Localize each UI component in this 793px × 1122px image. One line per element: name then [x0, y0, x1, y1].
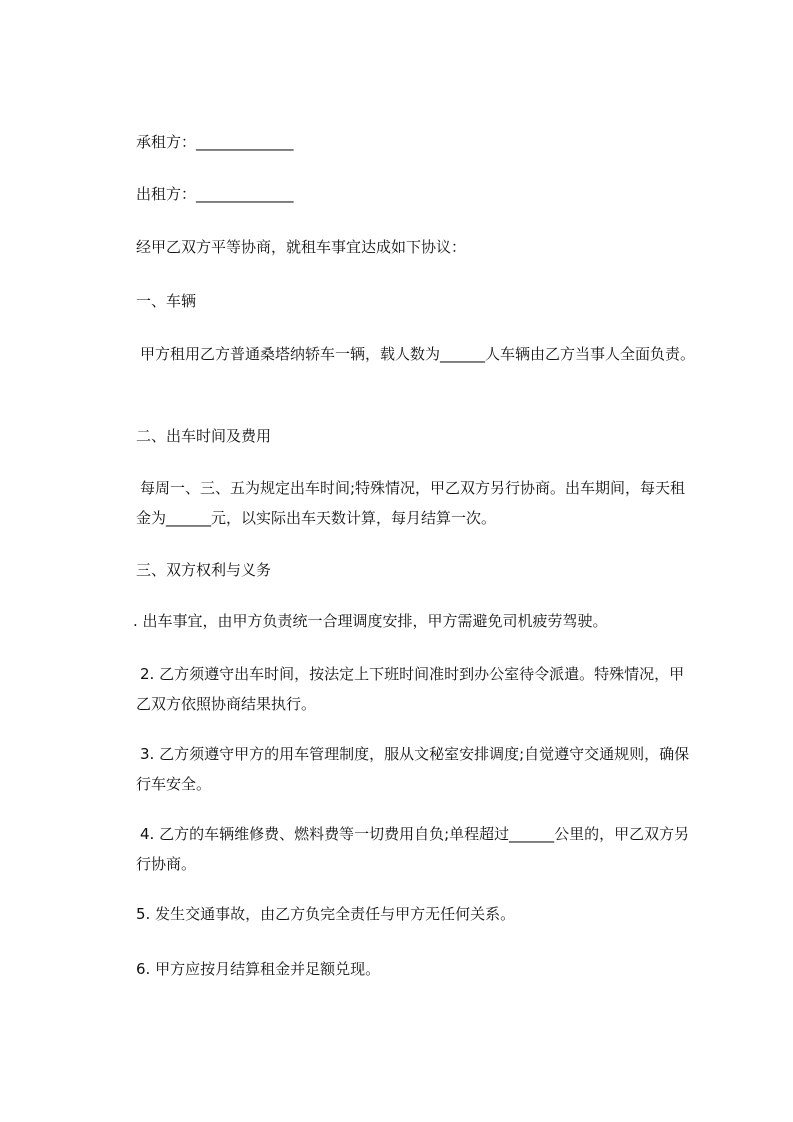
- list-item-2: 2. 乙方须遵守出车时间，按法定上下班时间准时到办公室待令派遣。特殊情况，甲乙双方依照协商结果执行。: [136, 665, 685, 713]
- section-1-heading: 一、车辆: [136, 292, 197, 310]
- lessor-line: 出租方：_____________: [136, 185, 294, 203]
- list-item-3: 3. 乙方须遵守甲方的用车管理制度，服从文秘室安排调度;自觉遵守交通规则，确保行车安全。: [136, 745, 690, 793]
- list-item-4: 4. 乙方的车辆维修费、燃料费等一切费用自负;单程超过______公里的，甲乙双方另行协商。: [136, 825, 690, 873]
- section-2-heading: 二、出车时间及费用: [136, 427, 272, 445]
- list-item-5: 5. 发生交通事故，由乙方负完全责任与甲方无任何关系。: [136, 905, 516, 923]
- intro-paragraph: 经甲乙双方平等协商，就租车事宜达成如下协议：: [136, 238, 467, 256]
- section-2-body: 每周一、三、五为规定出车时间;特殊情况，甲乙双方另行协商。出车期间，每天租金为______元，以实际出车天数计算，每月结算一次。: [136, 479, 686, 527]
- list-item-1: . 出车事宜，由甲方负责统一合理调度安排，甲方需避免司机疲劳驾驶。: [133, 612, 608, 630]
- list-item-6: 6. 甲方应按月结算租金并足额兑现。: [136, 960, 381, 978]
- section-1-body: 甲方租用乙方普通桑塔纳轿车一辆，载人数为______人车辆由乙方当事人全面负责。: [140, 345, 696, 363]
- section-3-heading: 三、双方权利与义务: [136, 561, 272, 579]
- lessee-line: 承租方：_____________: [136, 133, 294, 151]
